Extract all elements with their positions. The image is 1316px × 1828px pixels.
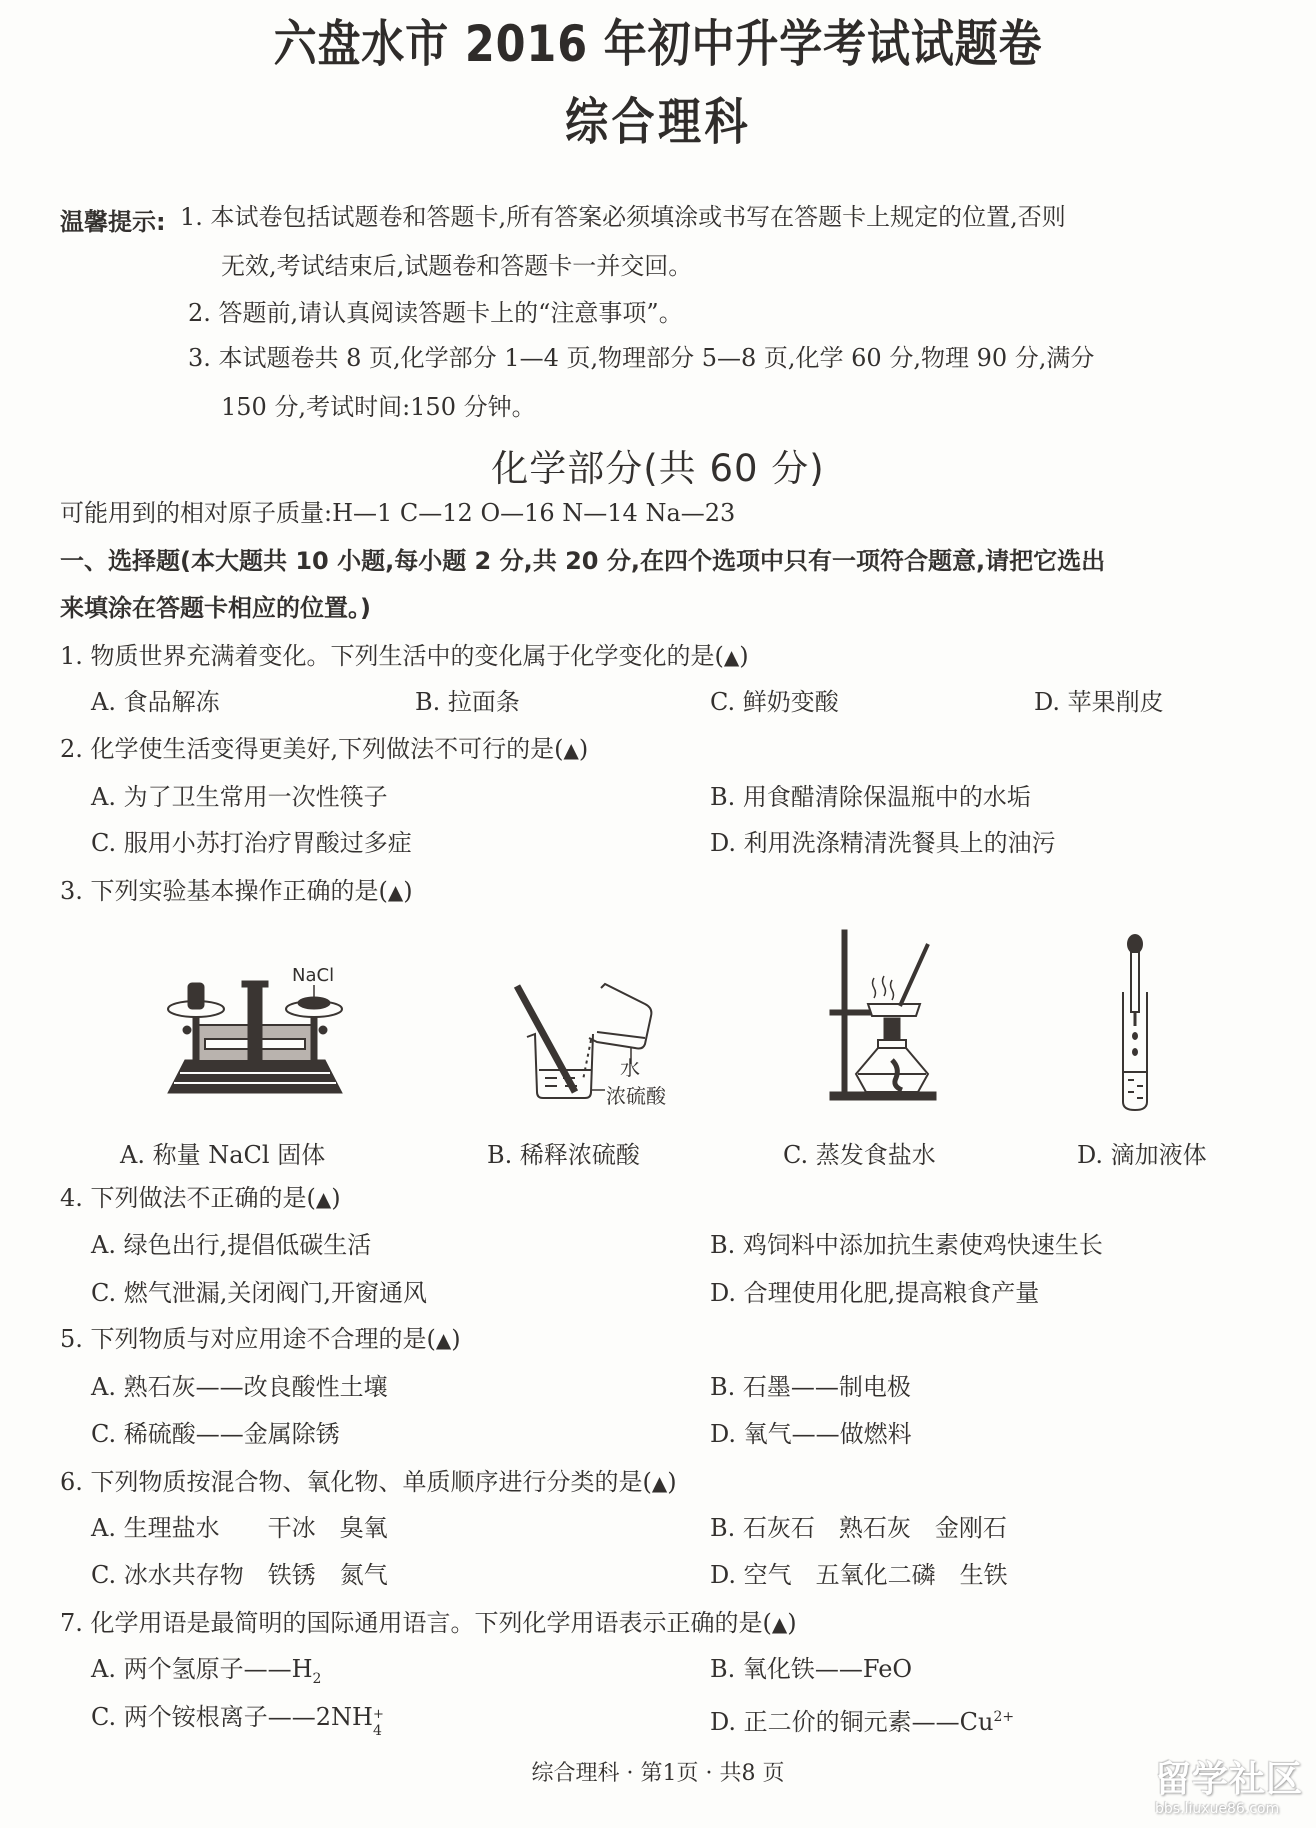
option-a: A. 为了卫生常用一次性筷子: [91, 783, 388, 811]
answer-marker-icon: ▲: [315, 1187, 332, 1211]
evaporation-figure-icon: [826, 926, 941, 1106]
answer-marker-icon: ▲: [723, 645, 740, 669]
question-stem: 1. 物质世界充满着变化。下列生活中的变化属于化学变化的是(▲): [60, 642, 749, 670]
question-stem: 2. 化学使生活变得更美好,下列做法不可行的是(▲): [60, 735, 589, 763]
water-label: 水: [620, 1056, 640, 1080]
option-c: C. 两个铵根离子——2NH + 4: [91, 1703, 384, 1739]
notice-item-1-cont: 无效,考试结束后,试题卷和答题卡一并交回。: [221, 252, 693, 280]
option-c: C. 稀硫酸——金属除锈: [91, 1420, 340, 1448]
answer-marker-icon: ▲: [387, 880, 404, 904]
option-c: C. 燃气泄漏,关闭阀门,开窗通风: [91, 1279, 428, 1307]
option-b: B. 石灰石 熟石灰 金刚石: [710, 1514, 1007, 1542]
section-title: 化学部分(共 60 分): [491, 447, 825, 490]
option-a: A. 熟石灰——改良酸性土壤: [91, 1373, 388, 1401]
answer-marker-icon: ▲: [651, 1471, 668, 1495]
answer-marker-icon: ▲: [563, 738, 579, 762]
option-a: A. 生理盐水 干冰 臭氧: [91, 1514, 388, 1542]
option-b: B. 氧化铁——FeO: [710, 1655, 913, 1683]
watermark-logo: 留学社区 bbs.liuxue86.com: [1155, 1759, 1304, 1817]
acid-label: 浓硫酸: [606, 1084, 666, 1108]
question-stem: 4. 下列做法不正确的是(▲): [60, 1184, 341, 1212]
page-footer: 综合理科 · 第1页 · 共8 页: [531, 1761, 785, 1786]
option-d: D. 利用洗涤精清洗餐具上的油污: [710, 829, 1056, 857]
option-d: D. 滴加液体: [1077, 1141, 1207, 1169]
option-b: B. 用食醋清除保温瓶中的水垢: [710, 783, 1031, 811]
option-d: D. 苹果削皮: [1034, 688, 1164, 716]
notice-item-3: 3. 本试题卷共 8 页,化学部分 1—4 页,物理部分 5—8 页,化学 60 分,物理 90 分,满分: [188, 344, 1095, 372]
option-a: A. 绿色出行,提倡低碳生活: [91, 1231, 372, 1259]
option-b: B. 拉面条: [415, 688, 520, 716]
option-c: C. 鲜奶变酸: [710, 688, 839, 716]
beaker-dilution-figure-icon: [505, 972, 695, 1102]
option-a: A. 称量 NaCl 固体: [120, 1141, 326, 1169]
option-a: A. 食品解冻: [91, 688, 220, 716]
notice-item-2: 2. 答题前,请认真阅读答题卡上的“注意事项”。: [188, 299, 683, 327]
answer-marker-icon: ▲: [771, 1612, 788, 1636]
part1-heading-cont: 来填涂在答题卡相应的位置。): [60, 594, 371, 622]
exam-title: 六盘水市 2016 年初中升学考试试题卷: [273, 15, 1043, 73]
notice-item-1: 1. 本试卷包括试题卷和答题卡,所有答案必须填涂或书写在答题卡上规定的位置,否则: [180, 203, 1066, 231]
atomic-masses: 可能用到的相对原子质量:H—1 C—12 O—16 N—14 Na—23: [60, 499, 736, 527]
notice-label: 温馨提示:: [60, 208, 166, 236]
option-d: D. 氧气——做燃料: [710, 1420, 912, 1448]
dropper-figure-icon: [1115, 934, 1155, 1114]
option-c: C. 蒸发食盐水: [783, 1141, 936, 1169]
exam-subtitle: 综合理科: [565, 93, 751, 151]
question-stem: 7. 化学用语是最简明的国际通用语言。下列化学用语表示正确的是(▲): [60, 1609, 797, 1637]
question-stem: 5. 下列物质与对应用途不合理的是(▲): [60, 1325, 461, 1353]
option-c: C. 服用小苏打治疗胃酸过多症: [91, 829, 412, 857]
answer-marker-icon: ▲: [435, 1328, 452, 1352]
notice-item-3-cont: 150 分,考试时间:150 分钟。: [221, 393, 536, 421]
part1-heading: 一、选择题(本大题共 10 小题,每小题 2 分,共 20 分,在四个选项中只有一项符合题意,请把它选出: [60, 547, 1106, 575]
option-d: D. 合理使用化肥,提高粮食产量: [710, 1279, 1040, 1307]
option-a: A. 两个氢原子$——H_2$: [91, 1655, 322, 1687]
question-stem: 6. 下列物质按混合物、氧化物、单质顺序进行分类的是(▲): [60, 1468, 677, 1496]
option-d: D. 正二价的铜元素$——Cu^{2+}$: [710, 1708, 1015, 1736]
option-b: B. 稀释浓硫酸: [487, 1141, 640, 1169]
question-stem: 3. 下列实验基本操作正确的是(▲): [60, 877, 413, 905]
option-d: D. 空气 五氧化二磷 生铁: [710, 1561, 1008, 1589]
option-b: B. 石墨——制电极: [710, 1373, 911, 1401]
option-b: B. 鸡饲料中添加抗生素使鸡快速生长: [710, 1231, 1103, 1259]
nacl-label: NaCl: [292, 965, 335, 986]
option-c: C. 冰水共存物 铁锈 氮气: [91, 1561, 388, 1589]
